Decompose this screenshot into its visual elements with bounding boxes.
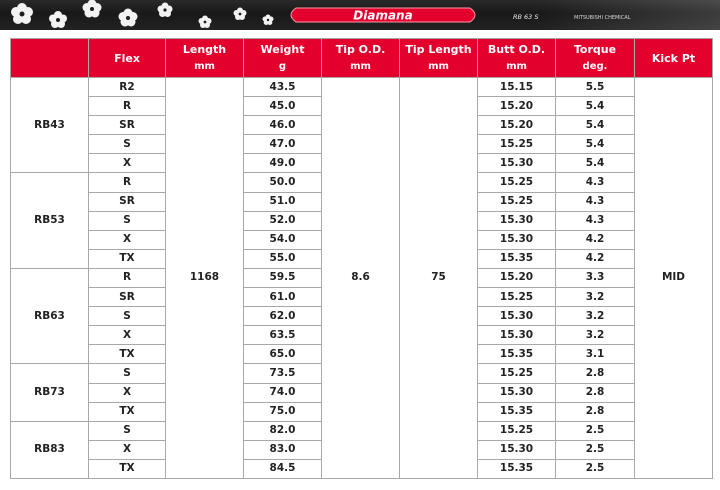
butt-od-cell: 15.30 [478,230,556,249]
flex-cell: R [89,173,166,192]
butt-od-cell: 15.30 [478,326,556,345]
torque-cell: 3.2 [556,288,635,307]
header-label: Length [182,43,227,56]
butt-od-cell: 15.30 [478,383,556,402]
header-label: Torque [573,43,617,56]
flex-cell: SR [89,288,166,307]
flex-cell: X [89,230,166,249]
weight-cell: 49.0 [244,154,322,173]
weight-cell: 43.5 [244,78,322,97]
length-cell: 1168 [166,78,244,479]
weight-cell: 50.0 [244,173,322,192]
weight-cell: 52.0 [244,211,322,230]
weight-cell: 84.5 [244,459,322,478]
weight-cell: 54.0 [244,230,322,249]
flex-cell: S [89,307,166,326]
maker-label: MITSUBISHI CHEMICAL [574,15,631,21]
butt-od-cell: 15.35 [478,402,556,421]
model-cell: RB83 [11,421,89,478]
header-length [166,39,244,78]
torque-cell: 3.2 [556,307,635,326]
butt-od-cell: 15.15 [478,78,556,97]
butt-od-cell: 15.30 [478,307,556,326]
butt-od-cell: 15.25 [478,364,556,383]
torque-cell: 5.4 [556,97,635,116]
torque-cell: 2.5 [556,459,635,478]
weight-cell: 83.0 [244,440,322,459]
weight-cell: 82.0 [244,421,322,440]
header-tip-od [322,39,400,78]
flex-cell: TX [89,402,166,421]
spec-body [11,78,713,479]
butt-od-cell: 15.25 [478,421,556,440]
header-unit: mm [506,61,527,72]
flex-cell: TX [89,249,166,268]
flex-cell: S [89,211,166,230]
torque-cell: 4.3 [556,192,635,211]
flex-cell: X [89,440,166,459]
tip-length-cell: 75 [400,78,478,479]
flex-cell: SR [89,192,166,211]
butt-od-cell: 15.20 [478,268,556,287]
flex-cell: R2 [89,78,166,97]
weight-cell: 45.0 [244,97,322,116]
weight-cell: 46.0 [244,116,322,135]
torque-cell: 2.5 [556,421,635,440]
butt-od-cell: 15.35 [478,459,556,478]
flex-cell: S [89,364,166,383]
weight-cell: 59.5 [244,268,322,287]
header-label: Flex [114,51,140,65]
flex-cell: S [89,421,166,440]
header-row [11,39,713,78]
header-label: Kick Pt [651,51,696,65]
weight-cell: 63.5 [244,326,322,345]
header-weight [244,39,322,78]
torque-cell: 4.3 [556,211,635,230]
weight-cell: 65.0 [244,345,322,364]
flex-cell: R [89,97,166,116]
header-butt-od [478,39,556,78]
flex-cell: R [89,268,166,287]
header-torque [556,39,635,78]
torque-cell: 3.2 [556,326,635,345]
header-unit: g [278,61,287,72]
weight-cell: 73.5 [244,364,322,383]
shaft-banner [0,0,720,30]
weight-cell: 74.0 [244,383,322,402]
flex-cell: X [89,326,166,345]
butt-od-cell: 15.25 [478,135,556,154]
torque-cell: 5.5 [556,78,635,97]
butt-od-cell: 15.25 [478,192,556,211]
header-tip-length [400,39,478,78]
header-model [11,39,89,78]
torque-cell: 4.3 [556,173,635,192]
torque-cell: 4.2 [556,249,635,268]
spec-table [10,38,713,479]
butt-od-cell: 15.30 [478,211,556,230]
torque-cell: 5.4 [556,154,635,173]
header-label: Tip Length [405,43,472,56]
torque-cell: 5.4 [556,116,635,135]
weight-cell: 61.0 [244,288,322,307]
header-label: Weight [260,43,305,56]
butt-od-cell: 15.25 [478,288,556,307]
butt-od-cell: 15.20 [478,97,556,116]
spec-table-container [10,38,712,479]
weight-cell: 55.0 [244,249,322,268]
tip-od-cell: 8.6 [322,78,400,479]
header-unit: deg. [582,61,608,72]
torque-cell: 3.1 [556,345,635,364]
flex-cell: X [89,383,166,402]
torque-cell: 3.3 [556,268,635,287]
flex-cell: TX [89,345,166,364]
butt-od-cell: 15.20 [478,116,556,135]
model-cell: RB43 [11,78,89,173]
flex-cell: S [89,135,166,154]
kick-pt-cell: MID [635,78,713,479]
flex-cell: TX [89,459,166,478]
butt-od-cell: 15.35 [478,249,556,268]
flex-cell: X [89,154,166,173]
header-flex [89,39,166,78]
torque-cell: 2.8 [556,402,635,421]
flex-cell: SR [89,116,166,135]
torque-cell: 2.8 [556,364,635,383]
torque-cell: 2.5 [556,440,635,459]
torque-cell: 2.8 [556,383,635,402]
header-unit: mm [194,61,215,72]
model-label: RB 63 S [513,13,539,21]
butt-od-cell: 15.30 [478,440,556,459]
torque-cell: 5.4 [556,135,635,154]
model-cell: RB63 [11,268,89,363]
header-unit: mm [350,61,371,72]
butt-od-cell: 15.35 [478,345,556,364]
model-cell: RB73 [11,364,89,421]
weight-cell: 47.0 [244,135,322,154]
header-unit: mm [428,61,449,72]
weight-cell: 75.0 [244,402,322,421]
model-cell: RB53 [11,173,89,268]
header-label: Butt O.D. [487,43,546,56]
brand-logo: Diamana [353,8,413,23]
table-row [11,78,713,97]
header-label: Tip O.D. [335,43,386,56]
butt-od-cell: 15.30 [478,154,556,173]
header-kick-pt [635,39,713,78]
weight-cell: 51.0 [244,192,322,211]
butt-od-cell: 15.25 [478,173,556,192]
torque-cell: 4.2 [556,230,635,249]
weight-cell: 62.0 [244,307,322,326]
